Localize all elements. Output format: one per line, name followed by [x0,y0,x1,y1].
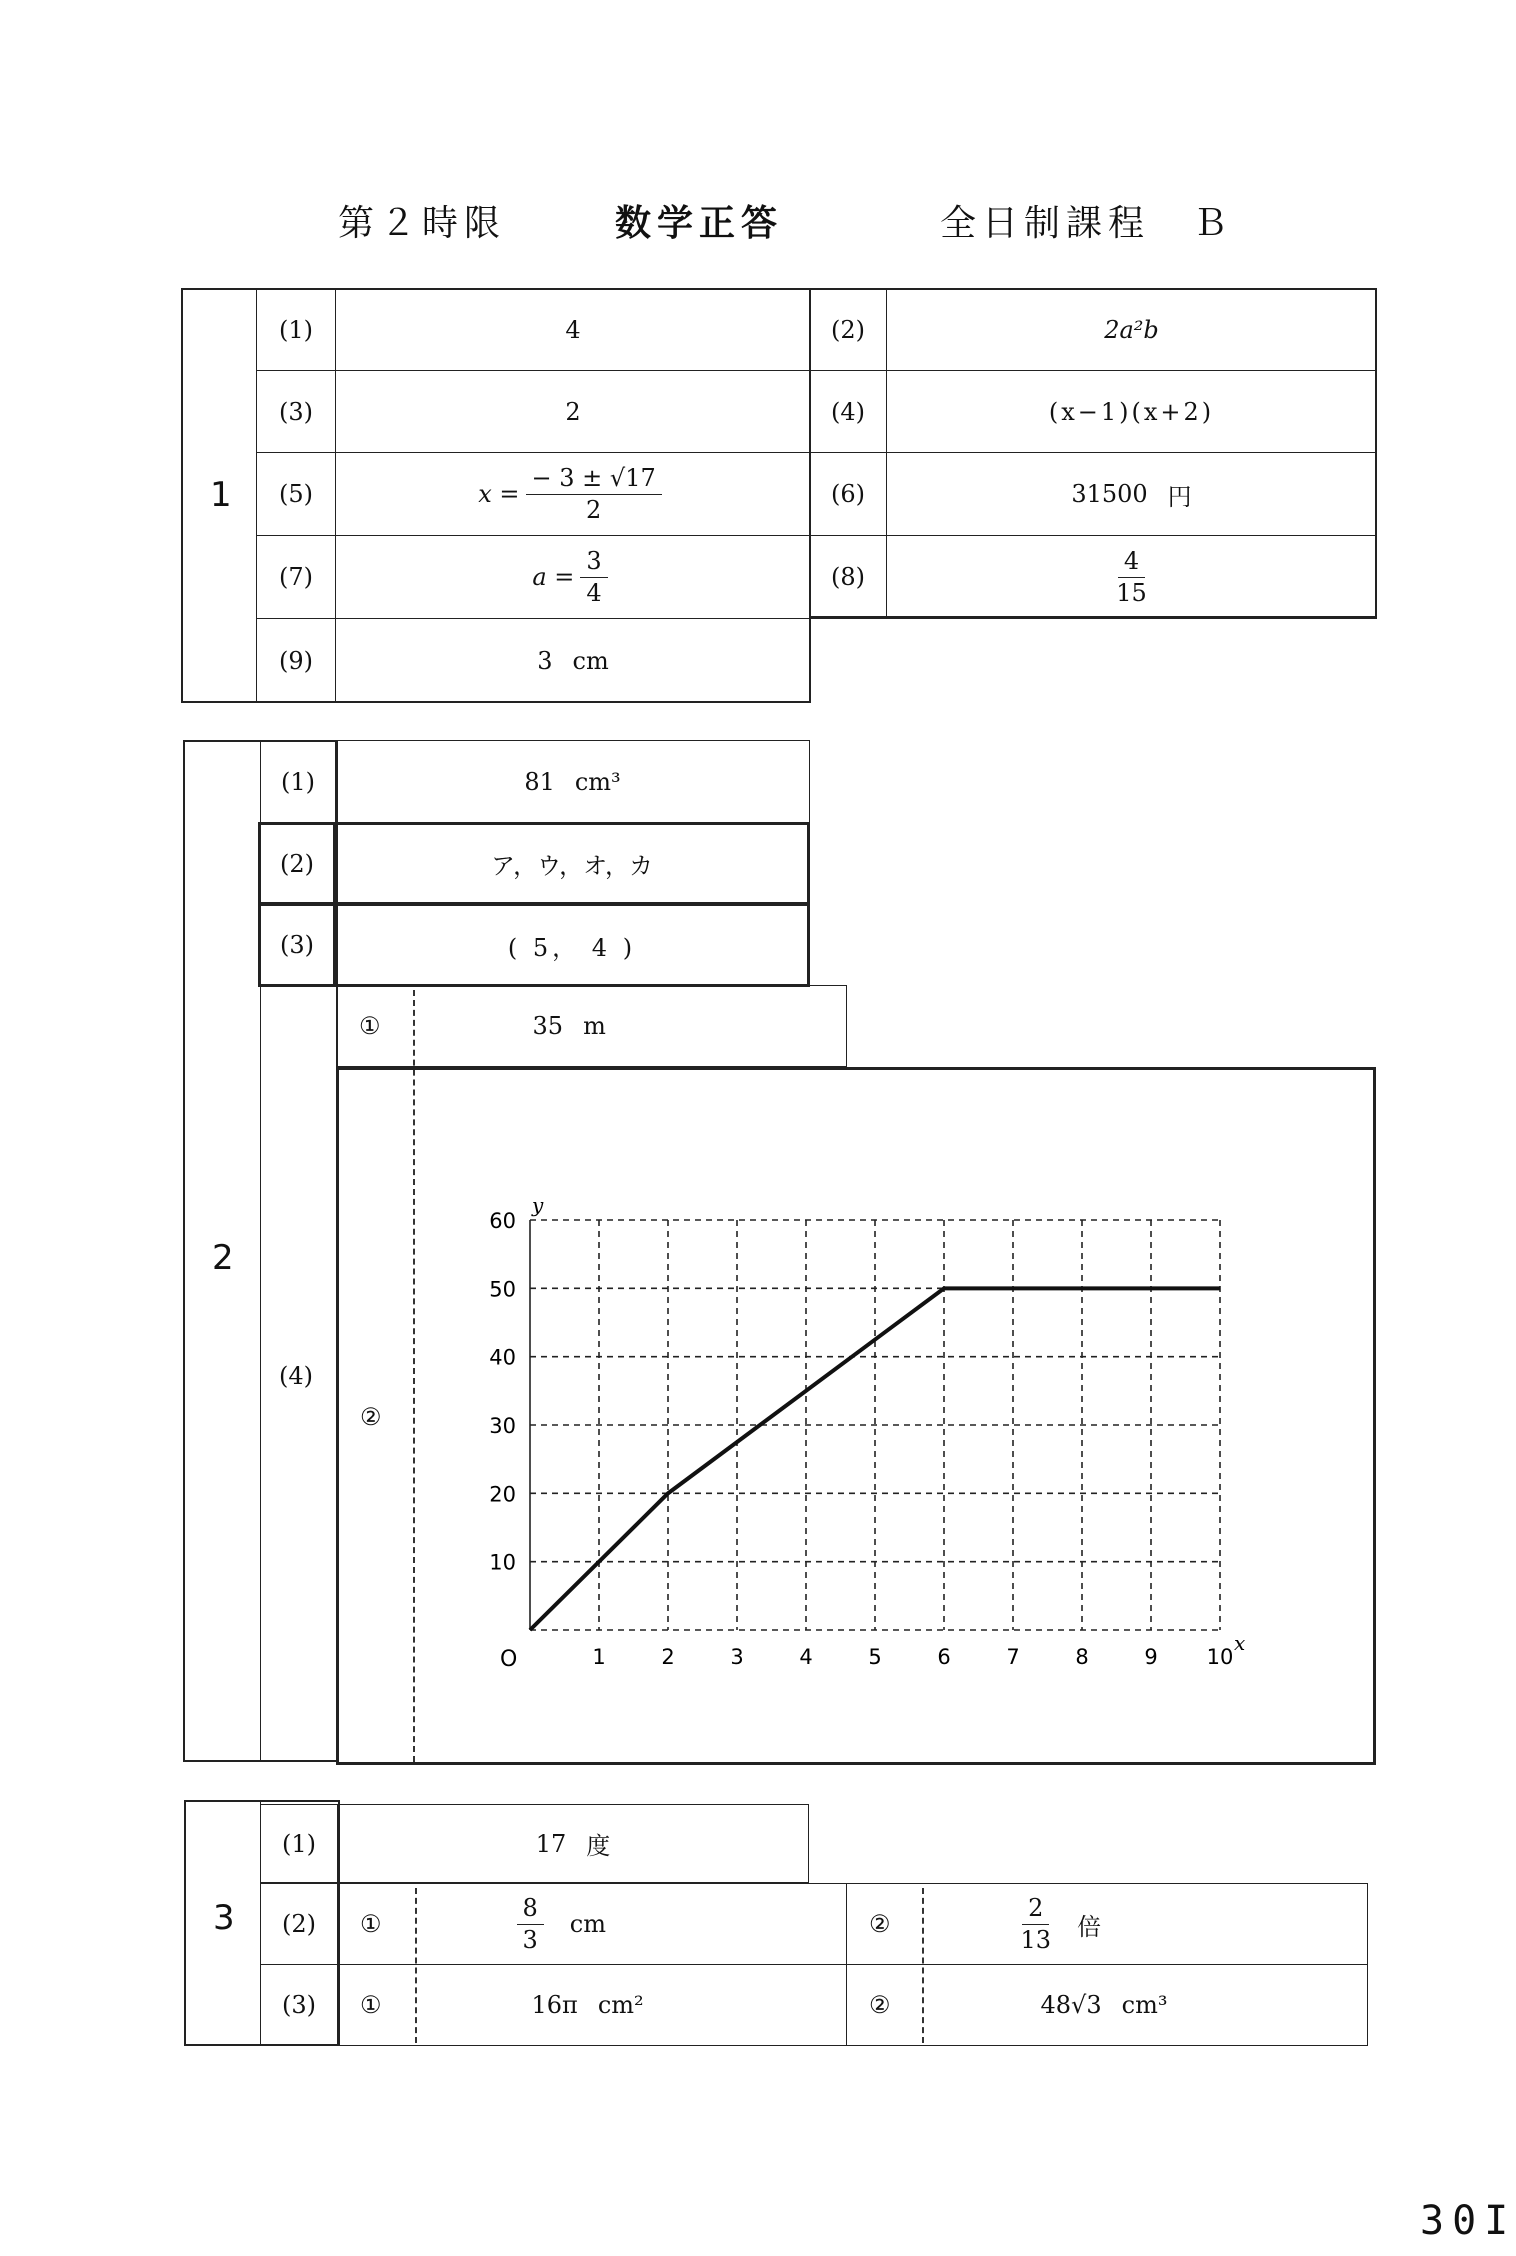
q1-6-answer [886,452,1377,536]
page-number: 30I [1420,2198,1516,2244]
x-tick-label-1: 1 [592,1645,606,1669]
q1-8-label: (8) [809,535,887,619]
x-tick-label-4: 4 [799,1645,813,1669]
section2-number: 2 [212,1238,234,1278]
q2-4-1-value: 35 [532,1012,564,1040]
q3-2-1-fraction [517,1895,544,1953]
y-tick-label-20: 20 [489,1482,516,1507]
course-label: 全日制課程 Ｂ [940,203,1235,244]
q2-4-1-unit: m [583,1012,606,1040]
q3-1-label: (1) [260,1804,338,1883]
x-tick-label-7: 7 [1006,1645,1020,1669]
q1-4-answer: (x−1)(x+2) [886,370,1377,453]
q3-2-2-num: 2 [1022,1895,1049,1924]
q2-4-1-marker: ① [359,1012,381,1040]
q1-5-label: (5) [256,452,336,536]
q1-5-den: 2 [586,495,602,524]
q2-4-2-marker: ② [360,1403,382,1431]
q1-7-answer [335,535,811,619]
q1-3-label: (3) [256,370,336,453]
q1-8-num: 4 [1118,548,1145,577]
q3-2-2-fraction [1021,1895,1052,1953]
q1-7-num: 3 [580,548,607,577]
q1-5-answer [335,452,811,536]
answer-graph [470,1180,1250,1670]
x-tick-label-5: 5 [868,1645,882,1669]
q1-5-num: − 3 ± √17 [526,465,662,494]
q1-2-label: (2) [809,288,887,371]
q3-2-1-marker: ① [360,1910,382,1938]
q2-1-value: 81 [524,767,555,796]
q3-3-1-unit: cm² [597,1991,644,2019]
q3-2-2-den: 13 [1020,1925,1052,1954]
y-tick-label-40: 40 [489,1345,516,1370]
q1-6-value: 31500 [1071,480,1148,508]
q1-6-label: (6) [809,452,887,536]
q3-2-label: (2) [260,1883,338,1965]
x-tick-label-9: 9 [1144,1645,1158,1669]
q1-9-answer [335,618,811,703]
y-tick-label-50: 50 [489,1277,516,1302]
graph-x-axis-label: x [1234,1631,1246,1655]
q3-3-2-row [846,1964,1368,2046]
q2-1-unit: cm³ [574,767,621,796]
q1-7-den: 4 [586,578,602,607]
q1-9-label: (9) [256,618,336,703]
q3-1-unit: 度 [586,1832,611,1860]
q1-7-lhs: a = [532,563,575,591]
q2-3-answer: ( 5， 4 ) [334,903,810,987]
q3-1-answer [337,1804,809,1883]
graph-grid [530,1220,1220,1630]
section1-number: 1 [210,475,232,515]
q3-2-1-unit: cm [569,1910,606,1938]
q1-5-lhs: x = [478,480,520,508]
graph-ticks [489,1209,1233,1669]
x-tick-label-10: 10 [1206,1645,1234,1669]
q1-4-label: (4) [809,370,887,453]
q2-2-answer: ア，ウ，オ，カ [334,822,810,905]
q1-1-label: (1) [256,288,336,371]
q3-2-2-unit: 倍 [1077,1912,1102,1941]
section3-number: 3 [213,1898,235,1938]
q3-2-2-marker: ② [869,1910,891,1938]
q3-3-2-marker: ② [869,1991,891,2019]
period-label: 第２時限 [338,203,507,244]
q3-dashed-divider-right [922,1888,924,2043]
y-tick-label-30: 30 [489,1414,516,1438]
q3-3-2-unit: cm³ [1121,1991,1168,2019]
q3-3-1-marker: ① [360,1991,382,2019]
x-tick-label-6: 6 [937,1645,951,1669]
q3-2-1-row [337,1883,847,1965]
x-tick-label-3: 3 [730,1645,744,1669]
q1-2-answer: 2a²b [886,288,1377,371]
q1-9-value: 3 [537,646,553,675]
q1-7-fraction [580,548,607,606]
q1-8-fraction [1116,548,1147,606]
graph-series-line [530,1288,1220,1630]
x-tick-label-8: 8 [1075,1645,1089,1669]
subject-title [615,195,783,246]
y-tick-label-60: 60 [489,1209,516,1233]
q1-3-answer: 2 [335,370,811,453]
q1-8-answer [886,535,1377,619]
q2-4-label: (4) [279,1362,313,1390]
q3-3-1-row [337,1964,847,2046]
q3-2-1-num: 8 [517,1895,544,1924]
y-tick-label-10: 10 [489,1550,516,1575]
q3-2-1-den: 3 [522,1925,538,1954]
q2-1-label: (1) [260,740,336,823]
q3-1-value: 17 [535,1829,567,1858]
q2-2-label: (2) [258,822,336,905]
q2-1-answer [335,740,810,823]
graph-y-axis-label: y [532,1193,544,1217]
q3-3-label: (3) [260,1964,338,2046]
graph-origin-label: O [500,1647,518,1672]
q3-3-2-value: 48√3 [1040,1991,1102,2019]
q3-3-1-value: 16π [531,1991,578,2019]
q1-9-unit: cm [572,646,609,675]
q3-dashed-divider-left [415,1888,417,2043]
q1-1-answer: 4 [335,288,811,371]
x-tick-label-2: 2 [661,1645,675,1669]
q2-3-label: (3) [258,903,336,987]
q1-6-unit: 円 [1167,482,1192,511]
q3-2-2-row [846,1883,1368,1965]
q1-7-label: (7) [256,535,336,619]
q1-5-fraction [526,465,662,523]
q1-8-den: 15 [1116,578,1147,607]
subject-title-text: 数学正答 [615,203,784,244]
